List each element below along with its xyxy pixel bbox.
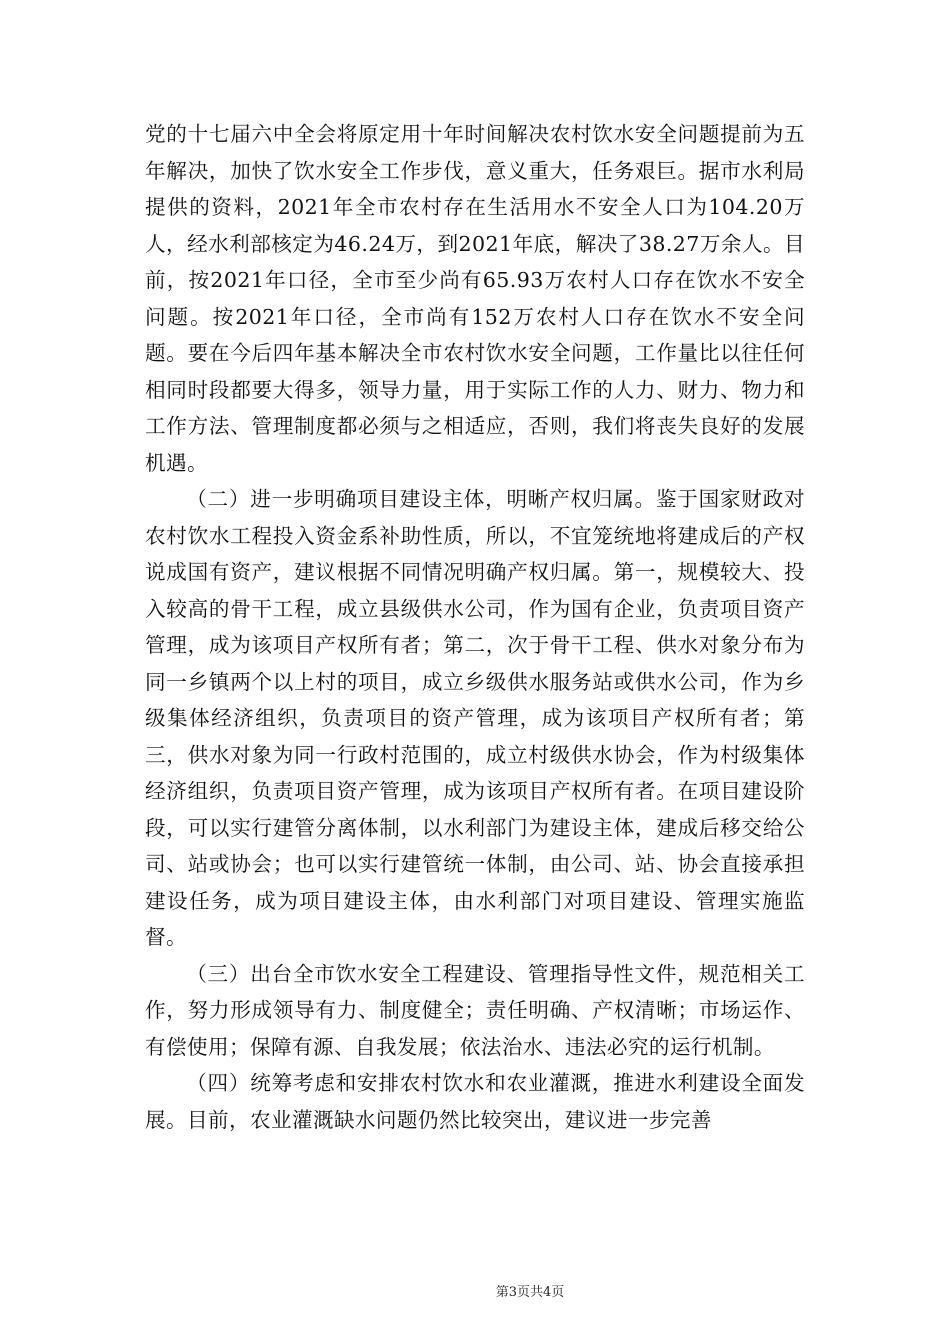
page-number-footer: 第3页共4页: [495, 1285, 565, 1300]
document-body: [145, 116, 805, 1138]
paragraph-2: （二）进一步明确项目建设主体，明晰产权归属。鉴于国家财政对农村饮水工程投入资金系补助性质，所以，不宜笼统地将建成后的产权说成国有资产，建议根据不同情况明确产权归属。第一，规模较大、投入较高的骨干工程，成立县级供水公司，作为国有企业，负责项目资产管理，成为该项目产权所有者；第二，次于骨干工程、供水对象分布为同一乡镇两个以上村的项目，成立乡级供水服务站或供水公司，作为乡级集体经济组织，负责项目的资产管理，成为该项目产权所有者；第三，供水对象为同一行政村范围的，成立村级供水协会，作为村级集体经济组织，负责项目资产管理，成为该项目产权所有者。在项目建设阶段，可以实行建管分离体制，以水利部门为建设主体，建成后移交给公司、站或协会；也可以实行建管统一体制，由公司、站、协会直接承担建设任务，成为项目建设主体，由水利部门对项目建设、管理实施监督。: [145, 487, 805, 949]
paragraph-1: 党的十七届六中全会将原定用十年时间解决农村饮水安全问题提前为五年解决，加快了饮水安全工作步伐，意义重大，任务艰巨。据市水利局提供的资料，2021年全市农村存在生活用水不安全人口为104.20万人，经水利部核定为46.24万，到2021年底，解决了38.27万余人。目前，按2021年口径，全市至少尚有65.93万农村人口存在饮水不安全问题。按2021年口径，全市尚有152万农村人口存在饮水不安全问题。要在今后四年基本解决全市农村饮水安全问题，工作量比以往任何相同时段都要大得多，领导力量，用于实际工作的人力、财力、物力和工作方法、管理制度都必须与之相适应，否则，我们将丧失良好的发展机遇。: [145, 122, 805, 475]
paragraph-4: （四）统筹考虑和安排农村饮水和农业灌溉，推进水利建设全面发展。目前，农业灌溉缺水问题仍然比较突出，建议进一步完善: [145, 1071, 805, 1132]
paragraph-3: （三）出台全市饮水安全工程建设、管理指导性文件，规范相关工作，努力形成领导有力、制度健全；责任明确、产权清晰；市场运作、有偿使用；保障有源、自我发展；依法治水、违法必究的运行机制。: [145, 961, 805, 1059]
